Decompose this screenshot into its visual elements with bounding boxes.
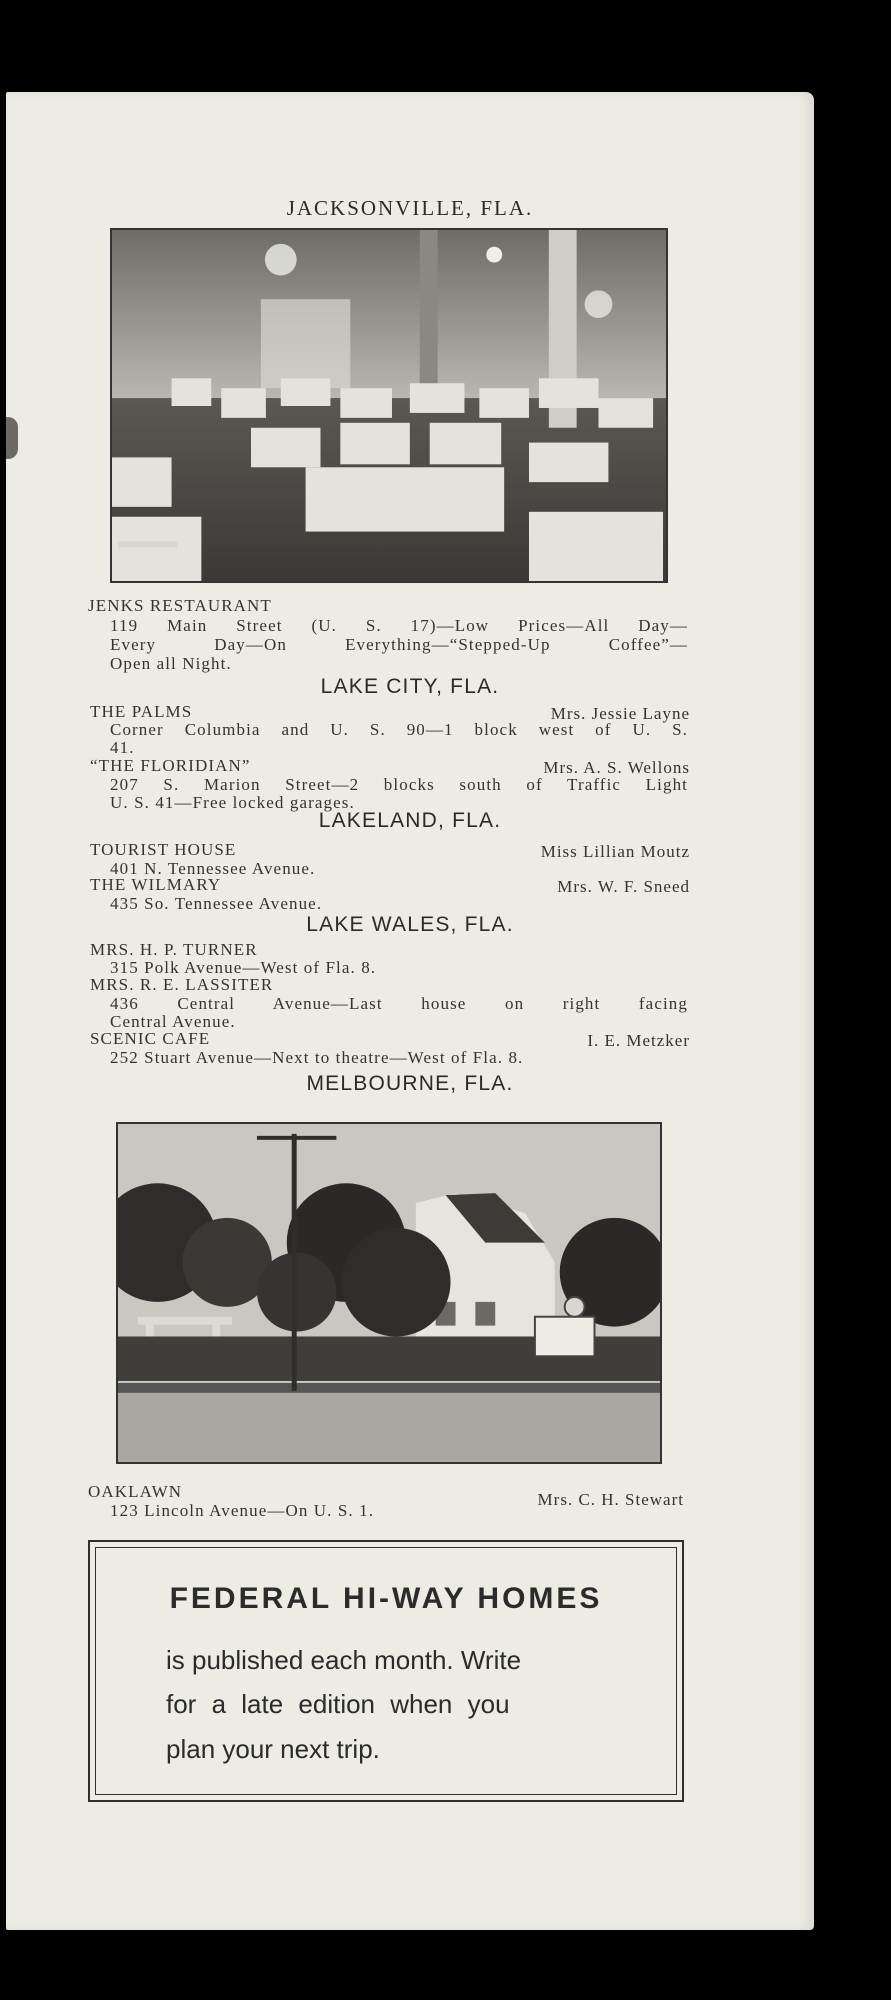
listing-name-jenks: JENKS RESTAURANT <box>88 596 272 615</box>
listing-line: 123 Lincoln Avenue—On U. S. 1. <box>110 1501 375 1520</box>
listing-name-floridian: “THE FLORIDIAN” <box>90 756 251 775</box>
listing-line: Open all Night. <box>110 654 232 673</box>
listing-line: 119 Main Street (U. S. 17)—Low Prices—All Day— <box>110 616 688 635</box>
listing-name-palms: THE PALMS <box>90 702 193 721</box>
listing-line: 435 So. Tennessee Avenue. <box>110 894 323 913</box>
brochure-page <box>6 92 814 1930</box>
listing-name-wilmary: THE WILMARY <box>90 875 222 894</box>
section-title-melbourne: MELBOURNE, FLA. <box>306 1072 514 1095</box>
publication-notice-box <box>88 1540 684 1802</box>
listing-line: 41. <box>110 738 135 757</box>
listing-line: 401 N. Tennessee Avenue. <box>110 859 316 878</box>
notice-line: for a late edition when you <box>166 1689 510 1719</box>
proprietor: Mrs. W. F. Sneed <box>557 877 690 896</box>
section-title-lake-city: LAKE CITY, FLA. <box>320 675 500 698</box>
proprietor: Miss Lillian Moutz <box>540 842 690 861</box>
listing-line: U. S. 41—Free locked garages. <box>110 793 355 812</box>
listing-line: 252 Stuart Avenue—Next to theatre—West of Fla. 8. <box>110 1048 524 1067</box>
listing-line: Corner Columbia and U. S. 90—1 block west of U. S. <box>110 720 688 739</box>
proprietor: I. E. Metzker <box>587 1031 690 1050</box>
listing-line: 436 Central Avenue—Last house on right facing <box>110 994 688 1013</box>
listing-line: 207 S. Marion Street—2 blocks south of Traffic Light <box>110 775 688 794</box>
section-title-lake-wales: LAKE WALES, FLA. <box>306 913 514 936</box>
listing-line: 315 Polk Avenue—West of Fla. 8. <box>110 958 377 977</box>
listing-name-turner: MRS. H. P. TURNER <box>90 940 258 959</box>
listing-name-oaklawn: OAKLAWN <box>88 1482 183 1501</box>
proprietor: Mrs. C. H. Stewart <box>537 1490 684 1509</box>
listing-line: Every Day—On Everything—“Stepped-Up Coffee”— <box>110 635 688 654</box>
proprietor: Mrs. A. S. Wellons <box>543 758 690 777</box>
section-title-jacksonville: JACKSONVILLE, FLA. <box>286 196 534 220</box>
page-edge-tab <box>6 417 18 459</box>
notice-line: is published each month. Write <box>166 1645 522 1675</box>
listing-name-lassiter: MRS. R. E. LASSITER <box>90 975 274 994</box>
listing-name-tourist-house: TOURIST HOUSE <box>90 840 237 859</box>
listing-line: Central Avenue. <box>110 1012 236 1031</box>
proprietor: Mrs. Jessie Layne <box>550 704 690 723</box>
tourist-home-photo <box>116 1122 662 1464</box>
publication-title: FEDERAL HI-WAY HOMES <box>169 1582 603 1615</box>
restaurant-interior-photo <box>110 228 668 583</box>
section-title-lakeland: LAKELAND, FLA. <box>318 809 502 832</box>
notice-line: plan your next trip. <box>166 1734 380 1764</box>
listing-name-scenic: SCENIC CAFE <box>90 1029 211 1048</box>
